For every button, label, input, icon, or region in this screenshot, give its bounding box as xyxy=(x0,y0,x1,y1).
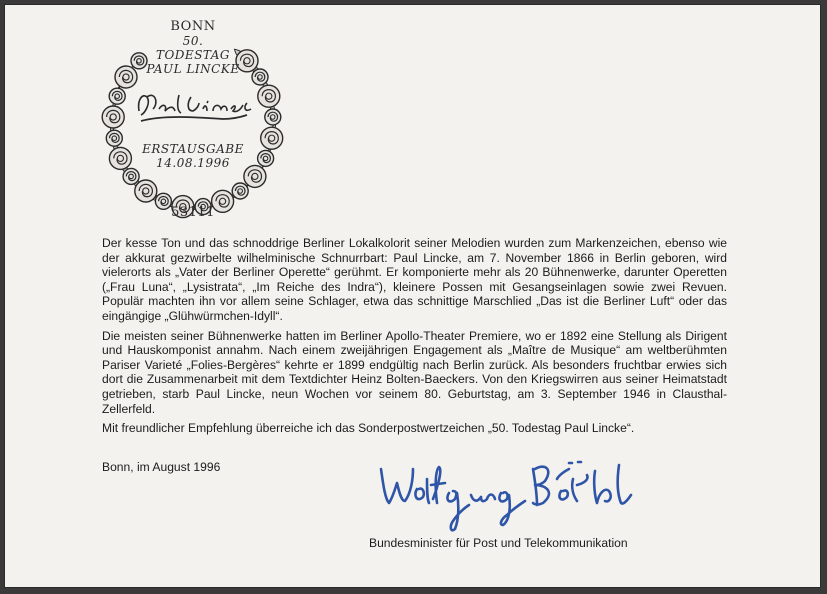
postmark-todestag: TODESTAG xyxy=(155,48,231,62)
place-and-date: Bonn, im August 1996 xyxy=(102,460,221,474)
first-day-card xyxy=(4,4,821,588)
postmark-first-issue: ERSTAUSGABE xyxy=(142,142,244,156)
paragraph: Mit freundlicher Empfehlung überreiche ich das Sonderpostwertzeichen „50. Todestag Paul Lincke“. xyxy=(102,421,635,436)
signatory-title: Bundesminister für Post und Telekommunikation xyxy=(369,536,628,550)
postmark-cancellation xyxy=(93,19,293,223)
postmark-postcode: 53111 xyxy=(171,205,215,220)
paragraph: Die meisten seiner Bühnenwerke hatten im Berliner Apollo-Theater Premiere, wo er 1892 eine Stellung als Dirigent und Hauskomponist annahm. Nach einem zweijährigen Engagement als „Maître de Musique“ am weltberühmten Pariser Varieté „Folies-Bergères“ kehrte er 1899 endgültig nach Berlin zurück. Als besonders fruchtbar erwies sich dort die Zusammenarbeit mit dem Textdichter Heinz Bolten-Baeckers. Von den Kriegswirren aus seiner Heimatstadt getrieben, starb Paul Lincke, neun Wochen vor seinem 80. Geburtstag, am 3. September 1946 in Clausthal-Zellerfeld. xyxy=(102,328,727,416)
postmark-anniversary-number: 50. xyxy=(182,34,204,48)
handwritten-signature xyxy=(373,449,673,549)
letter-body xyxy=(102,236,727,441)
autograph-facsimile xyxy=(133,81,258,131)
postmark-name: PAUL LINCKE xyxy=(146,62,240,76)
postmark-city: BONN xyxy=(170,19,216,34)
postmark-date: 14.08.1996 xyxy=(156,156,230,170)
paragraph: Der kesse Ton und das schnoddrige Berliner Lokalkolorit seiner Melodien wurden zum Markenzeichen, ebenso wie der akkurat gezwirbelte wilhelminische Schnurrbart: Paul Lincke, am 7. November 1866 in Berlin geboren, wird vielerorts als „Vater der Berliner Operette“ gerühmt. Er komponierte mehr als 20 Bühnenwerke, darunter Operetten („Frau Luna“, „Lysistrata“, „Im Reiche des Indra“), kleinere Possen mit Gesangseinlagen sowie zwei Revuen. Populär machten ihn vor allem seine Schlager, etwa das schnittige Marschlied „Das ist die Berliner Luft“ oder das eingängige „Glühwürmchen-Idyll“. xyxy=(102,236,727,323)
